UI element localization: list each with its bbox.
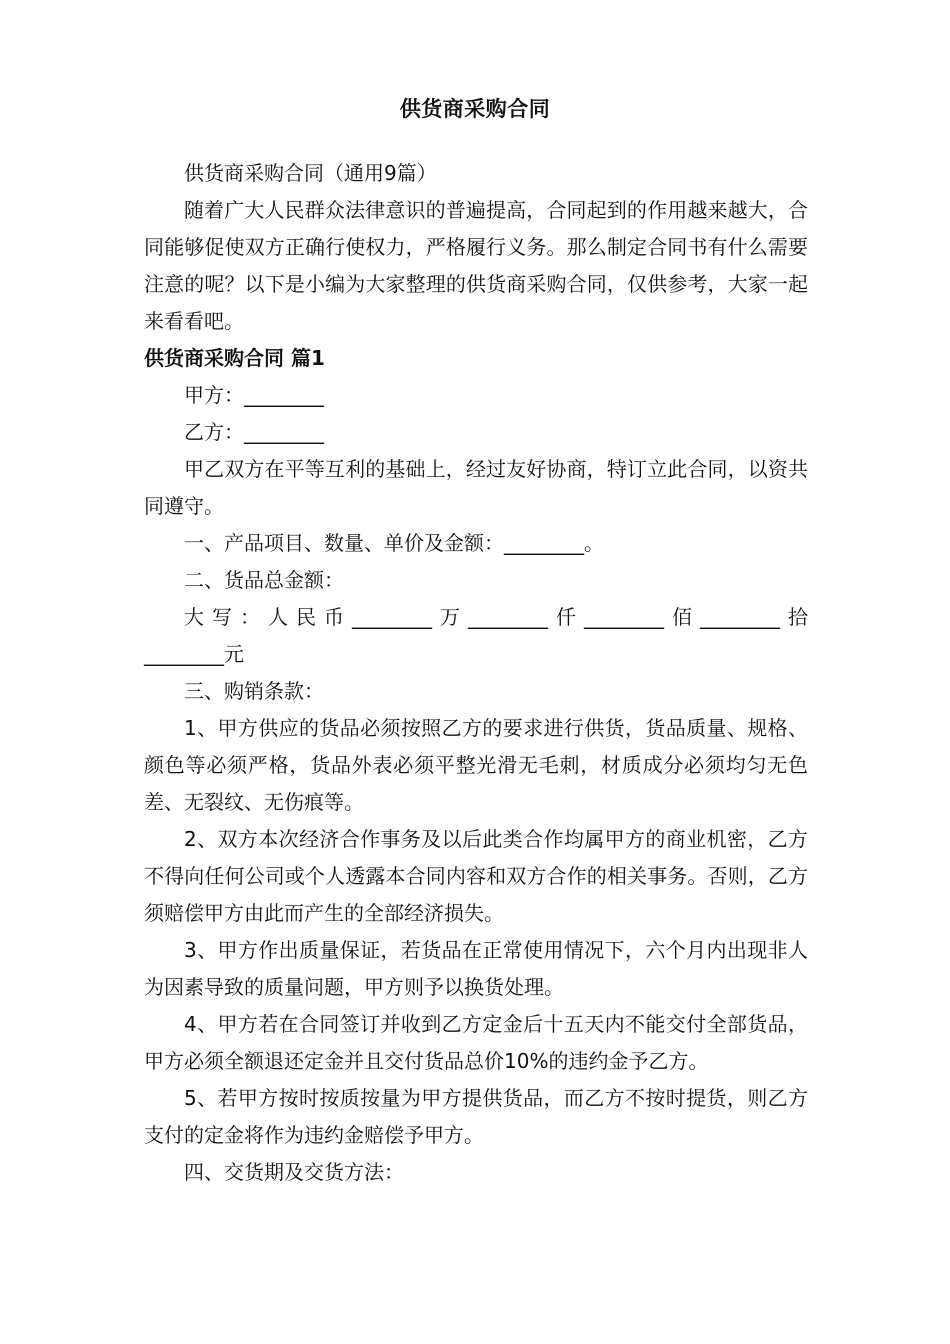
document-title: 供货商采购合同 [399,97,551,121]
clause-3: 三、购销条款： [184,679,324,703]
term-5: 5、若甲方按时按质按量为甲方提供货品，而乙方不按时提货，则乙方支付的定金将作为违约金赔偿予甲方。 [144,1086,808,1147]
term-3: 3、甲方作出质量保证，若货品在正常使用情况下，六个月内出现非人为因素导致的质量问题，甲方则予以换货处理。 [144,938,808,999]
amount-line-2: ________元 [144,642,244,666]
preamble-paragraph: 甲乙双方在平等互利的基础上，经过友好协商，特订立此合同，以资共同遵守。 [144,457,808,518]
clause-2: 二、货品总金额： [184,568,344,592]
clause-1: 一、产品项目、数量、单价及金额：________。 [184,531,604,555]
document-subtitle: 供货商采购合同（通用9篇） [184,161,437,185]
section-heading: 供货商采购合同 篇1 [144,346,325,370]
clause-4: 四、交货期及交货方法： [184,1160,404,1184]
amount-line-1: 大写：人民币________万________仟________佰________拾 [184,605,808,629]
party-b-line: 乙方：________ [184,420,324,444]
intro-paragraph: 随着广大人民群众法律意识的普遍提高，合同起到的作用越来越大，合同能够促使双方正确行使权力，严格履行义务。那么制定合同书有什么需要注意的呢？以下是小编为大家整理的供货商采购合同，仅供参考，大家一起来看看吧。 [144,198,808,333]
term-1: 1、甲方供应的货品必须按照乙方的要求进行供货，货品质量、规格、颜色等必须严格，货品外表必须平整光滑无毛刺，材质成分必须均匀无色差、无裂纹、无伤痕等。 [144,716,808,814]
term-4: 4、甲方若在合同签订并收到乙方定金后十五天内不能交付全部货品，甲方必须全额退还定金并且交付货品总价10%的违约金予乙方。 [144,1012,808,1073]
document-body [144,155,808,1191]
party-a-line: 甲方：________ [184,383,324,407]
term-2: 2、双方本次经济合作事务及以后此类合作均属甲方的商业机密，乙方不得向任何公司或个人透露本合同内容和双方合作的相关事务。否则，乙方须赔偿甲方由此而产生的全部经济损失。 [144,827,808,925]
